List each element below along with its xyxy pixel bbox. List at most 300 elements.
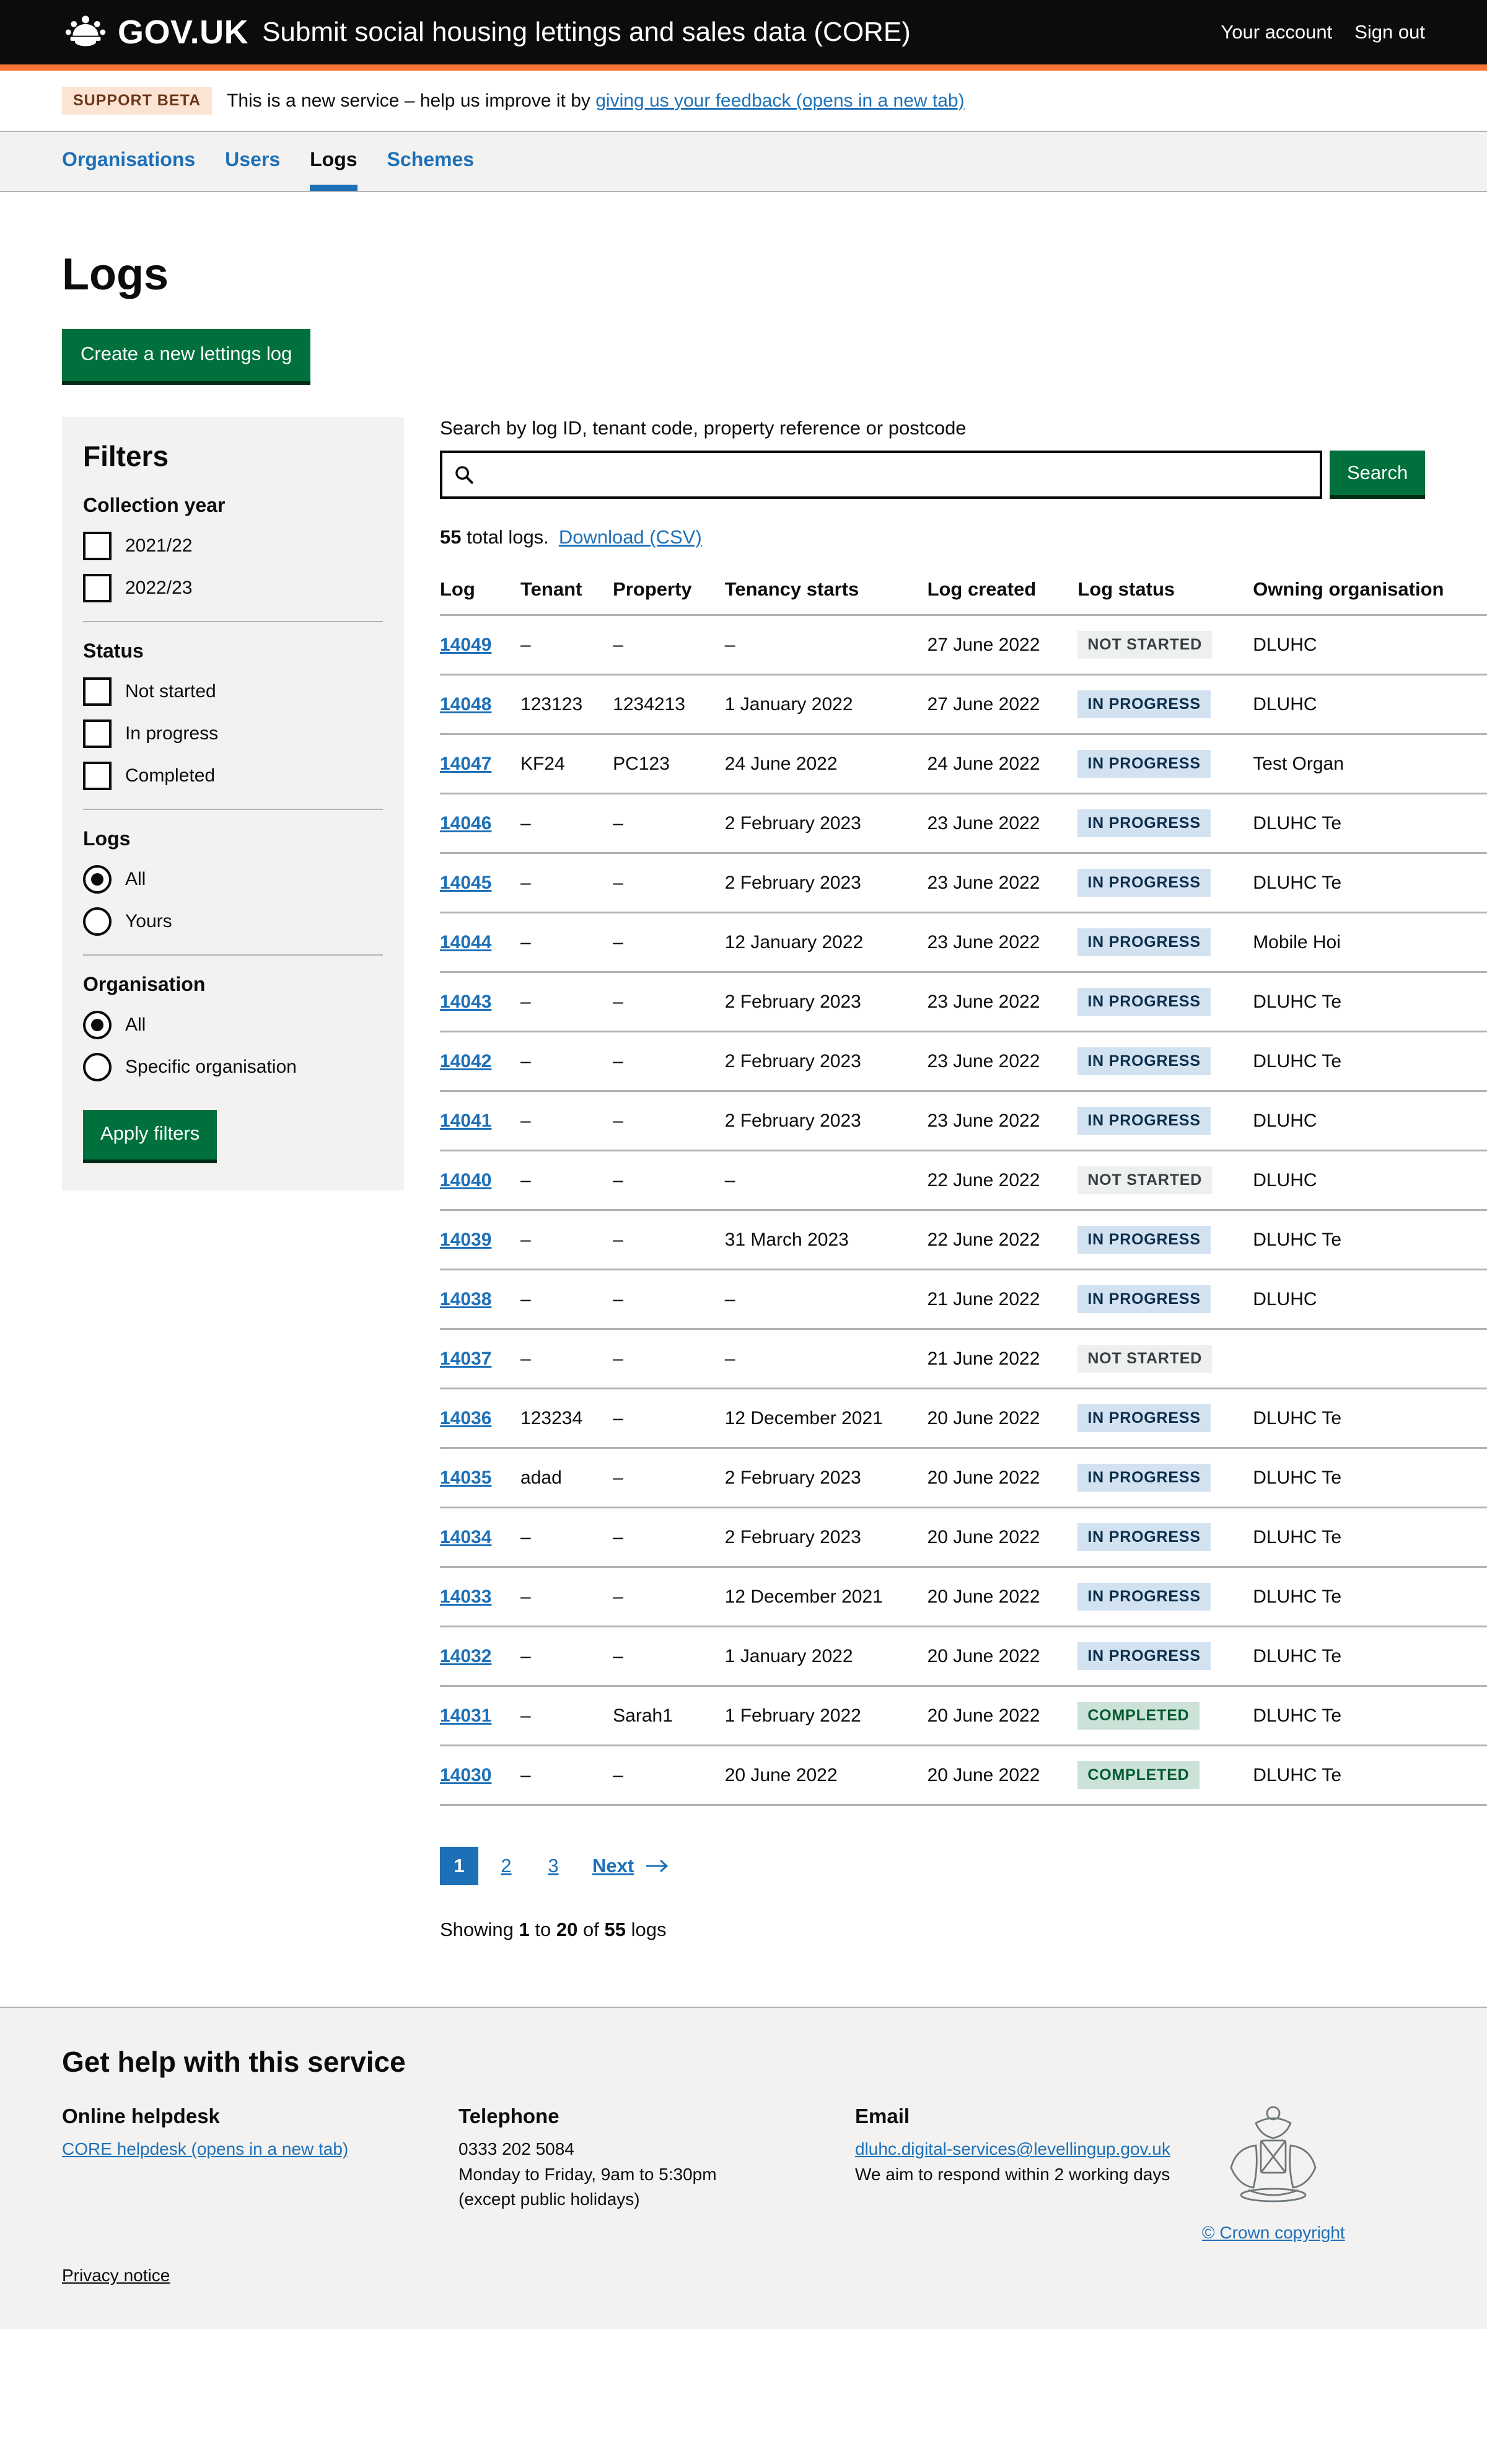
site-footer: [0, 2007, 1487, 2329]
cell-tenancy-starts: 12 December 2021: [725, 1567, 928, 1627]
checkbox-icon[interactable]: [83, 719, 112, 748]
cell-tenancy-starts: 1 February 2022: [725, 1686, 928, 1746]
cell-tenant: –: [520, 1508, 613, 1567]
cell-owning-organisation: DLUHC Te: [1253, 1627, 1487, 1686]
filter-group-organisation: [83, 973, 383, 1081]
cell-tenancy-starts: –: [725, 1329, 928, 1389]
search-icon: [454, 464, 475, 485]
cell-log-status: [1077, 1091, 1253, 1151]
table-row: [440, 1091, 1487, 1151]
page-button-3[interactable]: 3: [548, 1855, 559, 1877]
cell-tenancy-starts: 2 February 2023: [725, 1091, 928, 1151]
cell-log-status: [1077, 675, 1253, 734]
cell-tenant: 123123: [520, 675, 613, 734]
nav-item-organisations[interactable]: Organisations: [62, 148, 196, 170]
cell-log-status: [1077, 615, 1253, 675]
cell-log-created: 23 June 2022: [928, 972, 1078, 1032]
footer-bottom: [62, 2266, 1425, 2286]
nav-item-users[interactable]: Users: [225, 148, 281, 170]
cell-log-status: [1077, 1270, 1253, 1329]
cell-log-created: 27 June 2022: [928, 615, 1078, 675]
cell-tenant: –: [520, 1210, 613, 1270]
nav-item-logs[interactable]: Logs: [310, 132, 357, 191]
cell-tenant: –: [520, 1032, 613, 1091]
log-id-link[interactable]: 14048: [440, 693, 492, 715]
cell-tenancy-starts: 24 June 2022: [725, 734, 928, 794]
filter-group-title-logs: Logs: [83, 827, 131, 850]
cell-owning-organisation: DLUHC: [1253, 675, 1487, 734]
cell-log-created: 20 June 2022: [928, 1567, 1078, 1627]
status-badge: NOT STARTED: [1077, 1166, 1212, 1194]
results-summary: [440, 526, 1425, 548]
filter-checkbox-2021-22[interactable]: [83, 532, 383, 560]
col-log-created: Log created: [928, 570, 1078, 615]
filter-radio-logs-all[interactable]: [83, 865, 383, 894]
email-address-link[interactable]: dluhc.digital-services@levellingup.gov.uk: [855, 2139, 1170, 2159]
cell-tenancy-starts: 2 February 2023: [725, 1508, 928, 1567]
log-id-link[interactable]: 14043: [440, 991, 492, 1012]
royal-coat-of-arms-icon: [1211, 2098, 1335, 2210]
cell-log-status: [1077, 1448, 1253, 1508]
cell-log-status: [1077, 794, 1253, 853]
footer-col-telephone: [458, 2105, 855, 2212]
col-log: Log: [440, 570, 520, 615]
cell-tenant: KF24: [520, 734, 613, 794]
col-owning-organisation: Owning organisation: [1253, 570, 1487, 615]
filter-label: All: [125, 869, 146, 890]
status-badge: COMPLETED: [1077, 1702, 1199, 1730]
table-row: [440, 1151, 1487, 1210]
cell-log-status: [1077, 1627, 1253, 1686]
cell-log-created: 23 June 2022: [928, 794, 1078, 853]
showing-mid: to: [535, 1919, 551, 1941]
cell-owning-organisation: DLUHC Te: [1253, 794, 1487, 853]
crown-icon: [62, 14, 109, 51]
filter-group-logs: [83, 827, 383, 936]
log-id-link[interactable]: 14036: [440, 1407, 492, 1428]
cell-log: [440, 1686, 520, 1746]
status-badge: IN PROGRESS: [1077, 1642, 1210, 1670]
cell-log: [440, 1746, 520, 1805]
cell-tenant: –: [520, 1270, 613, 1329]
col-tenancy-starts: Tenancy starts: [725, 570, 928, 615]
cell-tenancy-starts: 31 March 2023: [725, 1210, 928, 1270]
search-label: Search by log ID, tenant code, property reference or postcode: [440, 417, 967, 439]
cell-owning-organisation: DLUHC Te: [1253, 1032, 1487, 1091]
cell-log: [440, 615, 520, 675]
privacy-notice-link[interactable]: Privacy notice: [62, 2265, 170, 2285]
email-title: Email: [855, 2105, 910, 2128]
next-page-label: Next: [592, 1855, 634, 1877]
filter-label: In progress: [125, 723, 219, 744]
radio-icon[interactable]: [83, 1053, 112, 1081]
crown-copyright-block: [1202, 2098, 1344, 2243]
cell-tenant: –: [520, 1746, 613, 1805]
cell-log-created: 20 June 2022: [928, 1389, 1078, 1448]
cell-property: –: [613, 1329, 725, 1389]
status-badge: NOT STARTED: [1077, 631, 1212, 659]
cell-tenant: –: [520, 1329, 613, 1389]
service-name: Submit social housing lettings and sales data (CORE): [262, 17, 911, 47]
table-row: [440, 1686, 1487, 1746]
checkbox-icon[interactable]: [83, 762, 112, 790]
table-row: [440, 1508, 1487, 1567]
page-title: Logs: [62, 250, 169, 299]
page-button-2[interactable]: 2: [501, 1855, 512, 1877]
sign-out-link[interactable]: Sign out: [1354, 21, 1425, 43]
cell-tenant: –: [520, 1151, 613, 1210]
search-button[interactable]: Search: [1330, 451, 1425, 499]
filter-label: Completed: [125, 765, 216, 786]
cell-owning-organisation: DLUHC Te: [1253, 1210, 1487, 1270]
cell-tenancy-starts: 2 February 2023: [725, 794, 928, 853]
cell-tenant: adad: [520, 1448, 613, 1508]
cell-tenant: –: [520, 913, 613, 972]
beta-accent-bar: [0, 64, 1487, 71]
cell-log: [440, 675, 520, 734]
cell-log-status: [1077, 853, 1253, 913]
cell-property: –: [613, 1210, 725, 1270]
next-page-button[interactable]: [592, 1855, 670, 1877]
cell-property: –: [613, 1508, 725, 1567]
apply-filters-button[interactable]: Apply filters: [83, 1110, 217, 1163]
log-id-link[interactable]: 14047: [440, 753, 492, 774]
cell-tenant: –: [520, 615, 613, 675]
cell-log-status: [1077, 1508, 1253, 1567]
cell-log-status: [1077, 1686, 1253, 1746]
cell-log-created: 22 June 2022: [928, 1210, 1078, 1270]
cell-property: –: [613, 1032, 725, 1091]
cell-property: –: [613, 972, 725, 1032]
cell-log: [440, 1091, 520, 1151]
feedback-link[interactable]: giving us your feedback (opens in a new tab): [595, 90, 965, 111]
cell-owning-organisation: DLUHC Te: [1253, 1508, 1487, 1567]
cell-log-status: [1077, 972, 1253, 1032]
log-id-link[interactable]: 14039: [440, 1229, 492, 1250]
log-id-link[interactable]: 14044: [440, 931, 492, 953]
main-content: [0, 250, 1487, 1984]
cell-log-created: 27 June 2022: [928, 675, 1078, 734]
cell-log: [440, 1329, 520, 1389]
table-header-row: [440, 570, 1487, 615]
telephone-note: (except public holidays): [458, 2189, 640, 2209]
cell-tenant: –: [520, 794, 613, 853]
filter-divider: [83, 954, 383, 956]
cell-property: PC123: [613, 734, 725, 794]
table-row: [440, 913, 1487, 972]
log-id-link[interactable]: 14042: [440, 1050, 492, 1071]
crown-copyright-link[interactable]: © Crown copyright: [1202, 2223, 1345, 2243]
cell-log-status: [1077, 1389, 1253, 1448]
table-row: [440, 1448, 1487, 1508]
filter-checkbox-completed[interactable]: [83, 762, 383, 790]
cell-tenancy-starts: 2 February 2023: [725, 1448, 928, 1508]
your-account-link[interactable]: Your account: [1221, 21, 1333, 43]
cell-log-status: [1077, 1746, 1253, 1805]
cell-property: –: [613, 1627, 725, 1686]
filter-label: Yours: [125, 911, 172, 932]
cell-property: –: [613, 1567, 725, 1627]
core-helpdesk-link[interactable]: CORE helpdesk (opens in a new tab): [62, 2139, 349, 2159]
col-tenant: Tenant: [520, 570, 613, 615]
showing-summary: [440, 1919, 1425, 1984]
filter-checkbox-in-progress[interactable]: [83, 719, 383, 748]
phase-text-lead: This is a new service – help us improve it by: [227, 90, 596, 111]
cell-log-created: 24 June 2022: [928, 734, 1078, 794]
cell-owning-organisation: DLUHC: [1253, 615, 1487, 675]
total-logs-count: 55: [440, 526, 462, 548]
log-id-link[interactable]: 14033: [440, 1586, 492, 1607]
cell-owning-organisation: DLUHC Te: [1253, 1389, 1487, 1448]
cell-owning-organisation: DLUHC: [1253, 1091, 1487, 1151]
filter-group-status: [83, 640, 383, 790]
govuk-wordmark: GOV.UK: [118, 14, 249, 51]
status-badge: IN PROGRESS: [1077, 1404, 1210, 1432]
status-badge: COMPLETED: [1077, 1761, 1199, 1789]
phase-banner: [0, 71, 1487, 132]
filter-label: Not started: [125, 681, 216, 702]
cell-log-created: 20 June 2022: [928, 1508, 1078, 1567]
table-row: [440, 1270, 1487, 1329]
footer-col-online-helpdesk: [62, 2105, 458, 2212]
cell-log: [440, 1567, 520, 1627]
filter-checkbox-2022-23[interactable]: [83, 574, 383, 602]
phase-tag: SUPPORT BETA: [62, 87, 212, 115]
log-id-link[interactable]: 14041: [440, 1110, 492, 1131]
cell-log-created: 20 June 2022: [928, 1448, 1078, 1508]
table-row: [440, 1627, 1487, 1686]
cell-owning-organisation: DLUHC: [1253, 1270, 1487, 1329]
log-id-link[interactable]: 14037: [440, 1348, 492, 1369]
search-input[interactable]: [483, 464, 1309, 486]
log-id-link[interactable]: 14031: [440, 1705, 492, 1726]
telephone-hours: Monday to Friday, 9am to 5:30pm: [458, 2164, 717, 2184]
status-badge: NOT STARTED: [1077, 1345, 1212, 1373]
cell-tenancy-starts: 20 June 2022: [725, 1746, 928, 1805]
footer-col-email: [855, 2105, 1252, 2212]
cell-property: –: [613, 853, 725, 913]
log-id-link[interactable]: 14040: [440, 1169, 492, 1190]
log-id-link[interactable]: 14032: [440, 1645, 492, 1666]
cell-log-created: 23 June 2022: [928, 1032, 1078, 1091]
table-row: [440, 734, 1487, 794]
telephone-number: 0333 202 5084: [458, 2139, 574, 2159]
cell-property: 1234213: [613, 675, 725, 734]
cell-log-created: 23 June 2022: [928, 1091, 1078, 1151]
filter-divider: [83, 809, 383, 810]
cell-tenancy-starts: 1 January 2022: [725, 675, 928, 734]
checkbox-icon[interactable]: [83, 532, 112, 560]
nav-item-schemes[interactable]: Schemes: [387, 148, 475, 170]
cell-owning-organisation: DLUHC Te: [1253, 1746, 1487, 1805]
cell-log-created: 21 June 2022: [928, 1270, 1078, 1329]
table-row: [440, 794, 1487, 853]
status-badge: IN PROGRESS: [1077, 869, 1210, 897]
cell-tenancy-starts: 2 February 2023: [725, 853, 928, 913]
filters-title: Filters: [83, 440, 169, 473]
cell-property: –: [613, 1448, 725, 1508]
cell-owning-organisation: Mobile Hoi: [1253, 913, 1487, 972]
log-id-link[interactable]: 14034: [440, 1526, 492, 1547]
filter-label: 2022/23: [125, 578, 193, 599]
cell-log-created: 20 June 2022: [928, 1746, 1078, 1805]
table-row: [440, 1746, 1487, 1805]
cell-tenant: –: [520, 1567, 613, 1627]
col-log-status: Log status: [1077, 570, 1253, 615]
showing-to: 20: [556, 1919, 578, 1941]
status-badge: IN PROGRESS: [1077, 1285, 1210, 1313]
cell-owning-organisation: DLUHC Te: [1253, 1448, 1487, 1508]
log-id-link[interactable]: 14038: [440, 1288, 492, 1309]
site-header: [0, 0, 1487, 64]
header-links: [1221, 21, 1425, 43]
cell-log: [440, 972, 520, 1032]
filter-group-title-status: Status: [83, 640, 144, 662]
showing-from: 1: [519, 1919, 530, 1941]
phase-text: [227, 90, 965, 112]
cell-owning-organisation: Test Organ: [1253, 734, 1487, 794]
cell-property: –: [613, 913, 725, 972]
cell-property: –: [613, 1151, 725, 1210]
search-box[interactable]: [440, 451, 1322, 499]
cell-property: Sarah1: [613, 1686, 725, 1746]
cell-log: [440, 1448, 520, 1508]
filter-divider: [83, 621, 383, 622]
checkbox-icon[interactable]: [83, 677, 112, 706]
arrow-right-icon: [645, 1859, 670, 1873]
status-badge: IN PROGRESS: [1077, 1226, 1210, 1254]
cell-property: –: [613, 1746, 725, 1805]
govuk-logo[interactable]: [62, 14, 248, 51]
cell-property: –: [613, 1270, 725, 1329]
log-id-link[interactable]: 14035: [440, 1467, 492, 1488]
page-button-1[interactable]: 1: [440, 1847, 478, 1885]
cell-log: [440, 1508, 520, 1567]
cell-log: [440, 913, 520, 972]
col-property: Property: [613, 570, 725, 615]
filter-label: All: [125, 1014, 146, 1036]
filters-panel: [62, 417, 404, 1190]
showing-prefix: Showing: [440, 1919, 514, 1941]
cell-log: [440, 734, 520, 794]
cell-log-status: [1077, 1567, 1253, 1627]
cell-tenancy-starts: 12 December 2021: [725, 1389, 928, 1448]
cell-log-status: [1077, 1329, 1253, 1389]
radio-icon[interactable]: [83, 907, 112, 936]
cell-log: [440, 1210, 520, 1270]
cell-log-created: 22 June 2022: [928, 1151, 1078, 1210]
radio-icon[interactable]: [83, 1011, 112, 1039]
showing-total: 55: [604, 1919, 626, 1941]
status-badge: IN PROGRESS: [1077, 809, 1210, 837]
email-note: We aim to respond within 2 working days: [855, 2164, 1170, 2184]
showing-of: of: [583, 1919, 599, 1941]
cell-log-status: [1077, 1210, 1253, 1270]
filter-group-title-collection-year: Collection year: [83, 494, 226, 517]
table-row: [440, 1389, 1487, 1448]
table-row: [440, 972, 1487, 1032]
cell-tenant: –: [520, 853, 613, 913]
total-logs-text: total logs.: [467, 526, 549, 548]
cell-tenant: –: [520, 972, 613, 1032]
cell-tenancy-starts: 1 January 2022: [725, 1627, 928, 1686]
filter-checkbox-not-started[interactable]: [83, 677, 383, 706]
cell-tenancy-starts: 12 January 2022: [725, 913, 928, 972]
status-badge: IN PROGRESS: [1077, 690, 1210, 718]
cell-tenancy-starts: –: [725, 615, 928, 675]
table-row: [440, 1210, 1487, 1270]
cell-log: [440, 1270, 520, 1329]
table-row: [440, 1567, 1487, 1627]
log-id-link[interactable]: 14045: [440, 872, 492, 893]
cell-owning-organisation: DLUHC Te: [1253, 853, 1487, 913]
cell-log-created: 20 June 2022: [928, 1627, 1078, 1686]
status-badge: IN PROGRESS: [1077, 1464, 1210, 1492]
cell-owning-organisation: DLUHC Te: [1253, 972, 1487, 1032]
cell-owning-organisation: [1253, 1329, 1487, 1389]
cell-tenant: –: [520, 1091, 613, 1151]
cell-tenancy-starts: –: [725, 1270, 928, 1329]
cell-tenant: –: [520, 1627, 613, 1686]
online-helpdesk-title: Online helpdesk: [62, 2105, 220, 2128]
status-badge: IN PROGRESS: [1077, 1107, 1210, 1135]
log-id-link[interactable]: 14046: [440, 812, 492, 834]
filter-radio-org-specific[interactable]: [83, 1053, 383, 1081]
status-badge: IN PROGRESS: [1077, 750, 1210, 778]
table-row: [440, 853, 1487, 913]
showing-suffix: logs: [631, 1919, 667, 1941]
primary-nav: [0, 132, 1487, 192]
cell-log: [440, 1389, 520, 1448]
cell-tenant: –: [520, 1686, 613, 1746]
logs-table: [440, 570, 1487, 1806]
cell-log: [440, 853, 520, 913]
filter-group-title-organisation: Organisation: [83, 973, 206, 996]
download-csv-link[interactable]: Download (CSV): [558, 526, 702, 548]
status-badge: IN PROGRESS: [1077, 928, 1210, 956]
status-badge: IN PROGRESS: [1077, 1523, 1210, 1551]
cell-log-status: [1077, 913, 1253, 972]
filter-label: Specific organisation: [125, 1057, 297, 1078]
cell-property: –: [613, 1091, 725, 1151]
filter-radio-org-all[interactable]: [83, 1011, 383, 1039]
cell-log-created: 20 June 2022: [928, 1686, 1078, 1746]
cell-log: [440, 1032, 520, 1091]
log-id-link[interactable]: 14049: [440, 634, 492, 655]
table-row: [440, 615, 1487, 675]
footer-heading: Get help with this service: [62, 2046, 406, 2079]
cell-log: [440, 1151, 520, 1210]
cell-owning-organisation: DLUHC Te: [1253, 1567, 1487, 1627]
filter-label: 2021/22: [125, 535, 193, 557]
status-badge: IN PROGRESS: [1077, 988, 1210, 1016]
checkbox-icon[interactable]: [83, 574, 112, 602]
log-id-link[interactable]: 14030: [440, 1764, 492, 1785]
search-row: [440, 451, 1425, 499]
radio-icon[interactable]: [83, 865, 112, 894]
cell-log-status: [1077, 1151, 1253, 1210]
cell-log-status: [1077, 1032, 1253, 1091]
filter-group-collection-year: [83, 494, 383, 602]
cell-owning-organisation: DLUHC Te: [1253, 1686, 1487, 1746]
cell-log: [440, 1627, 520, 1686]
filter-radio-logs-yours[interactable]: [83, 907, 383, 936]
cell-log-created: 21 June 2022: [928, 1329, 1078, 1389]
cell-log: [440, 794, 520, 853]
cell-owning-organisation: DLUHC: [1253, 1151, 1487, 1210]
create-new-lettings-log-button[interactable]: Create a new lettings log: [62, 329, 310, 385]
table-row: [440, 1032, 1487, 1091]
